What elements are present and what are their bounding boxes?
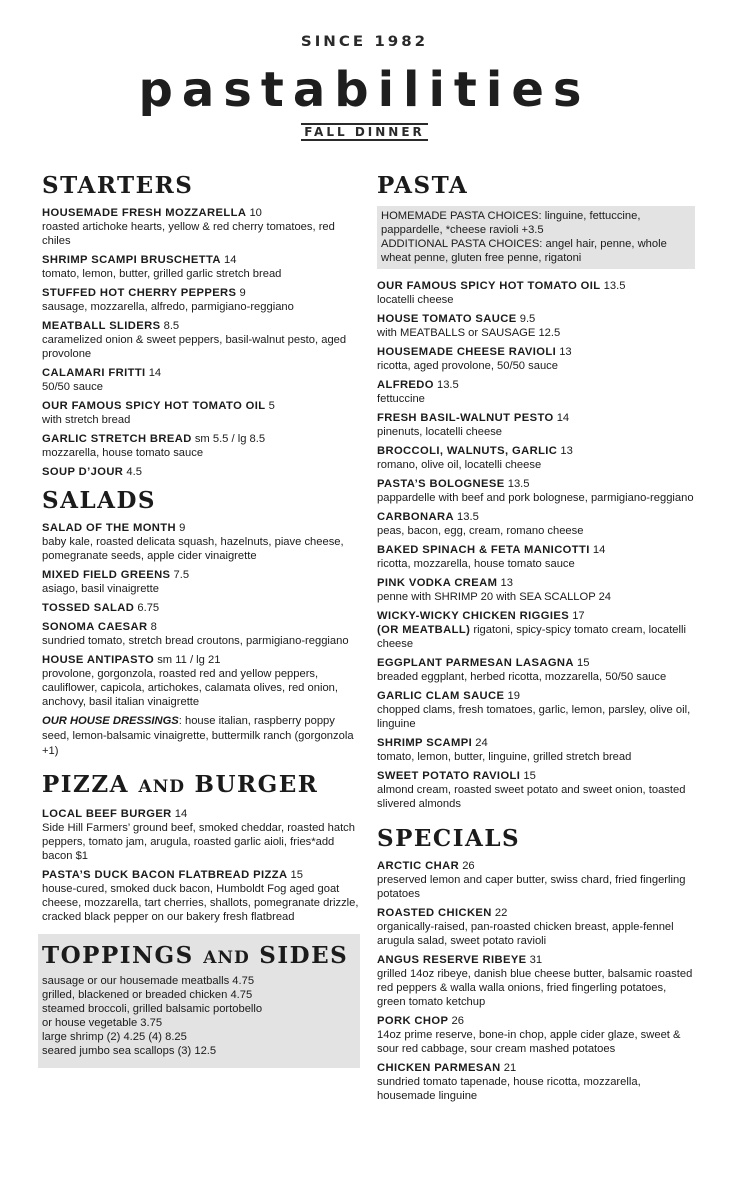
menu-item-name: WICKY-WICKY CHICKEN RIGGIES xyxy=(377,610,570,622)
section-title-starters: STARTERS xyxy=(42,172,194,199)
menu-item-description: caramelized onion & sweet peppers, basil-walnut pesto, aged provolone xyxy=(42,334,347,360)
pasta-choices-box xyxy=(377,206,695,269)
menu-item xyxy=(377,689,695,731)
since-tagline: SINCE 1982 xyxy=(300,32,429,50)
menu-item-description: asiago, basil vinaigrette xyxy=(42,583,159,595)
menu-item-name: PASTA’S DUCK BACON FLATBREAD PIZZA xyxy=(42,869,288,881)
menu-item-description: fettuccine xyxy=(377,393,425,405)
menu-item xyxy=(42,399,360,427)
topping-line: large shrimp (2) 4.25 (4) 8.25 xyxy=(42,1031,187,1043)
menu-item-price: 13.5 xyxy=(436,379,459,391)
specials-list xyxy=(377,859,695,1103)
menu-item-description: almond cream, roasted sweet potato and sweet onion, toasted slivered almonds xyxy=(377,784,686,810)
salads-section xyxy=(42,487,360,759)
menu-item-name: SOUP D’JOUR xyxy=(42,466,124,478)
title-word: PIZZA xyxy=(42,771,129,798)
menu-item xyxy=(377,736,695,764)
menu-item-description: sausage, mozzarella, alfredo, parmigiano-reggiano xyxy=(42,301,294,313)
menu-item-price: 13.5 xyxy=(457,511,479,523)
topping-line: seared jumbo sea scallops (3) 12.5 xyxy=(42,1045,217,1057)
menu-item-name: SHRIMP SCAMPI xyxy=(377,737,473,749)
menu-item xyxy=(42,366,360,394)
menu-item-price: 24 xyxy=(475,737,488,749)
menu-item-price: 14 xyxy=(592,544,606,556)
menu-edition-label: FALL DINNER xyxy=(301,123,428,141)
menu-item-name: CALAMARI FRITTI xyxy=(42,367,146,379)
menu-item-name: ALFREDO xyxy=(377,379,434,391)
menu-item xyxy=(377,769,695,811)
menu-item-name: GARLIC STRETCH BREAD xyxy=(42,433,192,445)
section-title-specials: SPECIALS xyxy=(377,825,521,852)
title-word: BURGER xyxy=(194,771,319,798)
menu-item-name: HOUSE ANTIPASTO xyxy=(42,654,155,666)
menu-item-price: 26 xyxy=(462,860,475,872)
menu-item xyxy=(377,656,695,684)
menu-item-description: preserved lemon and caper butter, swiss chard, fried fingerling potatoes xyxy=(377,874,686,900)
menu-item xyxy=(42,521,360,563)
menu-item-description: sundried tomato tapenade, house ricotta, mozzarella, housemade linguine xyxy=(377,1076,641,1102)
section-title-pizza-burger xyxy=(42,771,360,801)
menu-item-price: 13 xyxy=(500,577,513,589)
menu-item-name: CARBONARA xyxy=(377,511,454,523)
menu-item xyxy=(42,568,360,596)
menu-item-name: FRESH BASIL-WALNUT PESTO xyxy=(377,412,554,424)
menu-item xyxy=(377,411,695,439)
specials-section xyxy=(377,825,695,1103)
menu-item-price: 17 xyxy=(572,610,585,622)
menu-item-description: chopped clams, fresh tomatoes, garlic, lemon, parsley, olive oil, linguine xyxy=(377,704,691,730)
menu-item-price: 13.5 xyxy=(603,280,626,292)
title-word: TOPPINGS xyxy=(42,942,194,969)
menu-item-description: mozzarella, house tomato sauce xyxy=(42,447,204,459)
menu-item-name-extra: (OR MEATBALL) xyxy=(377,624,471,636)
menu-item-description: penne with SHRIMP 20 with SEA SCALLOP 24 xyxy=(377,591,612,603)
menu-item-price: 9.5 xyxy=(519,313,536,325)
menu-item-name: PASTA’S BOLOGNESE xyxy=(377,478,505,490)
menu-item-description: romano, olive oil, locatelli cheese xyxy=(377,459,542,471)
menu-item xyxy=(377,609,695,651)
menu-item xyxy=(42,432,360,460)
menu-item-description: 50/50 sauce xyxy=(42,381,103,393)
menu-item-price: 14 xyxy=(223,254,237,266)
menu-item xyxy=(377,312,695,340)
homemade-pasta-choices: HOMEMADE PASTA CHOICES: linguine, fettuccine, pappardelle, *cheese ravioli +3.5 xyxy=(381,210,641,236)
house-dressings-text: : house italian, raspberry poppy seed, lemon-balsamic vinaigrette, buttermilk ranch (gorgonzola +1) xyxy=(42,715,354,757)
menu-item-name: TOSSED SALAD xyxy=(42,602,135,614)
menu-item-name: OUR FAMOUS SPICY HOT TOMATO OIL xyxy=(42,400,266,412)
topping-line: steamed broccoli, grilled balsamic portobello xyxy=(42,1003,263,1015)
house-dressings-label: OUR HOUSE DRESSINGS xyxy=(42,715,179,727)
menu-item xyxy=(377,1061,695,1103)
menu-item-price: 14 xyxy=(148,367,162,379)
menu-header xyxy=(0,0,729,150)
menu-item xyxy=(42,465,360,479)
menu-item-name: ROASTED CHICKEN xyxy=(377,907,492,919)
menu-item-description: provolone, gorgonzola, roasted red and yellow peppers, cauliflower, capicola, artichokes, calamata olives, red onion, anchovy, basil italian vinaigrette xyxy=(42,668,338,708)
menu-item-name: LOCAL BEEF BURGER xyxy=(42,808,172,820)
menu-item-name: SHRIMP SCAMPI BRUSCHETTA xyxy=(42,254,221,266)
menu-item-name: PINK VODKA CREAM xyxy=(377,577,498,589)
menu-item xyxy=(377,510,695,538)
menu-item-name: HOUSE TOMATO SAUCE xyxy=(377,313,517,325)
menu-item-description: ricotta, aged provolone, 50/50 sauce xyxy=(377,360,558,372)
menu-item-name: SONOMA CAESAR xyxy=(42,621,148,633)
menu-item xyxy=(377,543,695,571)
menu-item-price: 6.75 xyxy=(137,602,160,614)
menu-item-price: 22 xyxy=(494,907,508,919)
menu-item-name: EGGPLANT PARMESAN LASAGNA xyxy=(377,657,574,669)
menu-item-description: rigatoni, spicy-spicy tomato cream, locatelli cheese xyxy=(377,624,686,650)
menu-item xyxy=(377,444,695,472)
menu-item-name: ARCTIC CHAR xyxy=(377,860,460,872)
topping-line: or house vegetable 3.75 xyxy=(42,1017,163,1029)
menu-item xyxy=(42,286,360,314)
menu-item-description: with MEATBALLS or SAUSAGE 12.5 xyxy=(377,327,561,339)
menu-item-price: 19 xyxy=(507,690,520,702)
menu-item xyxy=(42,868,360,924)
menu-item-price: 31 xyxy=(529,954,543,966)
menu-item-price: 13.5 xyxy=(507,478,530,490)
menu-item-description: ricotta, mozzarella, house tomato sauce xyxy=(377,558,575,570)
menu-item-price: sm 5.5 / lg 8.5 xyxy=(194,433,266,445)
menu-item xyxy=(377,1014,695,1056)
menu-item-name: HOUSEMADE CHEESE RAVIOLI xyxy=(377,346,557,358)
starters-section xyxy=(42,172,360,479)
menu-item-price: 15 xyxy=(290,869,303,881)
section-title-pasta: PASTA xyxy=(377,172,469,199)
pasta-section xyxy=(377,172,695,811)
menu-item-description: roasted artichoke hearts, yellow & red cherry tomatoes, red chiles xyxy=(42,221,335,247)
menu-item xyxy=(42,253,360,281)
menu-item-name: CHICKEN PARMESAN xyxy=(377,1062,501,1074)
menu-item-price: 15 xyxy=(577,657,590,669)
menu-item-name: BROCCOLI, WALNUTS, GARLIC xyxy=(377,445,558,457)
menu-item-price: 10 xyxy=(249,207,262,219)
menu-item xyxy=(42,601,360,615)
menu-item xyxy=(377,859,695,901)
left-column xyxy=(42,172,360,1068)
section-title-toppings-sides xyxy=(42,942,354,972)
menu-item xyxy=(377,953,695,1009)
menu-item-price: 13 xyxy=(560,445,573,457)
menu-item-description: Side Hill Farmers’ ground beef, smoked cheddar, roasted hatch peppers, tomato jam, arugula, roasted garlic aioli, fries*add bacon $1 xyxy=(42,822,355,862)
topping-line: sausage or our housemade meatballs 4.75 xyxy=(42,975,255,987)
menu-item xyxy=(42,807,360,863)
menu-item-name: MIXED FIELD GREENS xyxy=(42,569,171,581)
pizza-burger-section xyxy=(42,771,360,924)
right-column xyxy=(377,172,695,1108)
menu-item-description: baby kale, roasted delicata squash, hazelnuts, piave cheese, pomegranate seeds, apple cider vinaigrette xyxy=(42,536,344,562)
title-small-word: AND xyxy=(203,948,250,968)
menu-item-price: 8 xyxy=(150,621,157,633)
menu-item xyxy=(377,345,695,373)
menu-item-price: 7.5 xyxy=(173,569,190,581)
house-dressings-note xyxy=(42,714,360,759)
menu-item-description: tomato, lemon, butter, grilled garlic stretch bread xyxy=(42,268,282,280)
menu-item-price: 15 xyxy=(523,770,536,782)
menu-item-name: ANGUS RESERVE RIBEYE xyxy=(377,954,527,966)
toppings-sides-box xyxy=(38,934,360,1068)
topping-line: grilled, blackened or breaded chicken 4.75 xyxy=(42,989,253,1001)
menu-item xyxy=(42,206,360,248)
menu-item-description: 14oz prime reserve, bone-in chop, apple cider glaze, sweet & sour red cabbage, sour cream mashed potatoes xyxy=(377,1029,681,1055)
menu-item xyxy=(377,906,695,948)
menu-item-description: grilled 14oz ribeye, danish blue cheese butter, balsamic roasted red peppers & walla walla onions, fried fingerling potatoes, green tomato ketchup xyxy=(377,968,693,1008)
menu-item-name: GARLIC CLAM SAUCE xyxy=(377,690,505,702)
salads-list xyxy=(42,521,360,709)
menu-item-name: HOUSEMADE FRESH MOZZARELLA xyxy=(42,207,247,219)
menu-item-name: SWEET POTATO RAVIOLI xyxy=(377,770,521,782)
menu-item-price: 9 xyxy=(179,522,186,534)
menu-item xyxy=(377,279,695,307)
menu-item-description: locatelli cheese xyxy=(377,294,454,306)
menu-item-price: sm 11 / lg 21 xyxy=(157,654,221,666)
pizza-list xyxy=(42,807,360,924)
menu-item-price: 13 xyxy=(559,346,572,358)
section-title-salads: SALADS xyxy=(42,487,157,514)
menu-item-description: breaded eggplant, herbed ricotta, mozzarella, 50/50 sauce xyxy=(377,671,667,683)
menu-item-description: house-cured, smoked duck bacon, Humboldt Fog aged goat cheese, mozzarella, tart cherries, shallots, pomegranate drizzle, cracked black pepper on our bakery fresh flatbread xyxy=(42,883,359,923)
menu-item-description: sundried tomato, stretch bread croutons, parmigiano-reggiano xyxy=(42,635,349,647)
menu-item xyxy=(377,477,695,505)
title-word: SIDES xyxy=(259,942,349,969)
menu-item-name: PORK CHOP xyxy=(377,1015,449,1027)
menu-edition xyxy=(0,125,729,139)
menu-item-name: MEATBALL SLIDERS xyxy=(42,320,161,332)
menu-item xyxy=(42,653,360,709)
additional-pasta-choices: ADDITIONAL PASTA CHOICES: angel hair, penne, whole wheat penne, gluten free penne, rigatoni xyxy=(381,238,667,264)
menu-item-price: 8.5 xyxy=(163,320,180,332)
menu-item xyxy=(377,576,695,604)
restaurant-logo-name: pastabilities xyxy=(138,62,591,118)
menu-item-price: 14 xyxy=(556,412,570,424)
menu-item xyxy=(377,378,695,406)
menu-item-price: 5 xyxy=(268,400,275,412)
menu-item-name: OUR FAMOUS SPICY HOT TOMATO OIL xyxy=(377,280,601,292)
menu-item-description: with stretch bread xyxy=(42,414,131,426)
menu-item-description: organically-raised, pan-roasted chicken breast, apple-fennel arugula salad, sweet potato ravioli xyxy=(377,921,674,947)
menu-item-price: 4.5 xyxy=(126,466,142,478)
starters-list xyxy=(42,206,360,479)
menu-item-price: 21 xyxy=(503,1062,517,1074)
pasta-list xyxy=(377,279,695,811)
menu-item-price: 14 xyxy=(174,808,188,820)
menu-item-description: tomato, lemon, butter, linguine, grilled stretch bread xyxy=(377,751,632,763)
menu-item-price: 26 xyxy=(451,1015,464,1027)
menu-item-description: peas, bacon, egg, cream, romano cheese xyxy=(377,525,584,537)
menu-item-name: BAKED SPINACH & FETA MANICOTTI xyxy=(377,544,590,556)
menu-item-name: SALAD OF THE MONTH xyxy=(42,522,176,534)
menu-item-description: pappardelle with beef and pork bolognese, parmigiano-reggiano xyxy=(377,492,694,504)
menu-item-description: pinenuts, locatelli cheese xyxy=(377,426,503,438)
menu-item xyxy=(42,319,360,361)
title-small-word: AND xyxy=(138,777,185,797)
menu-item xyxy=(42,620,360,648)
menu-item-name: STUFFED HOT CHERRY PEPPERS xyxy=(42,287,237,299)
menu-item-price: 9 xyxy=(239,287,246,299)
